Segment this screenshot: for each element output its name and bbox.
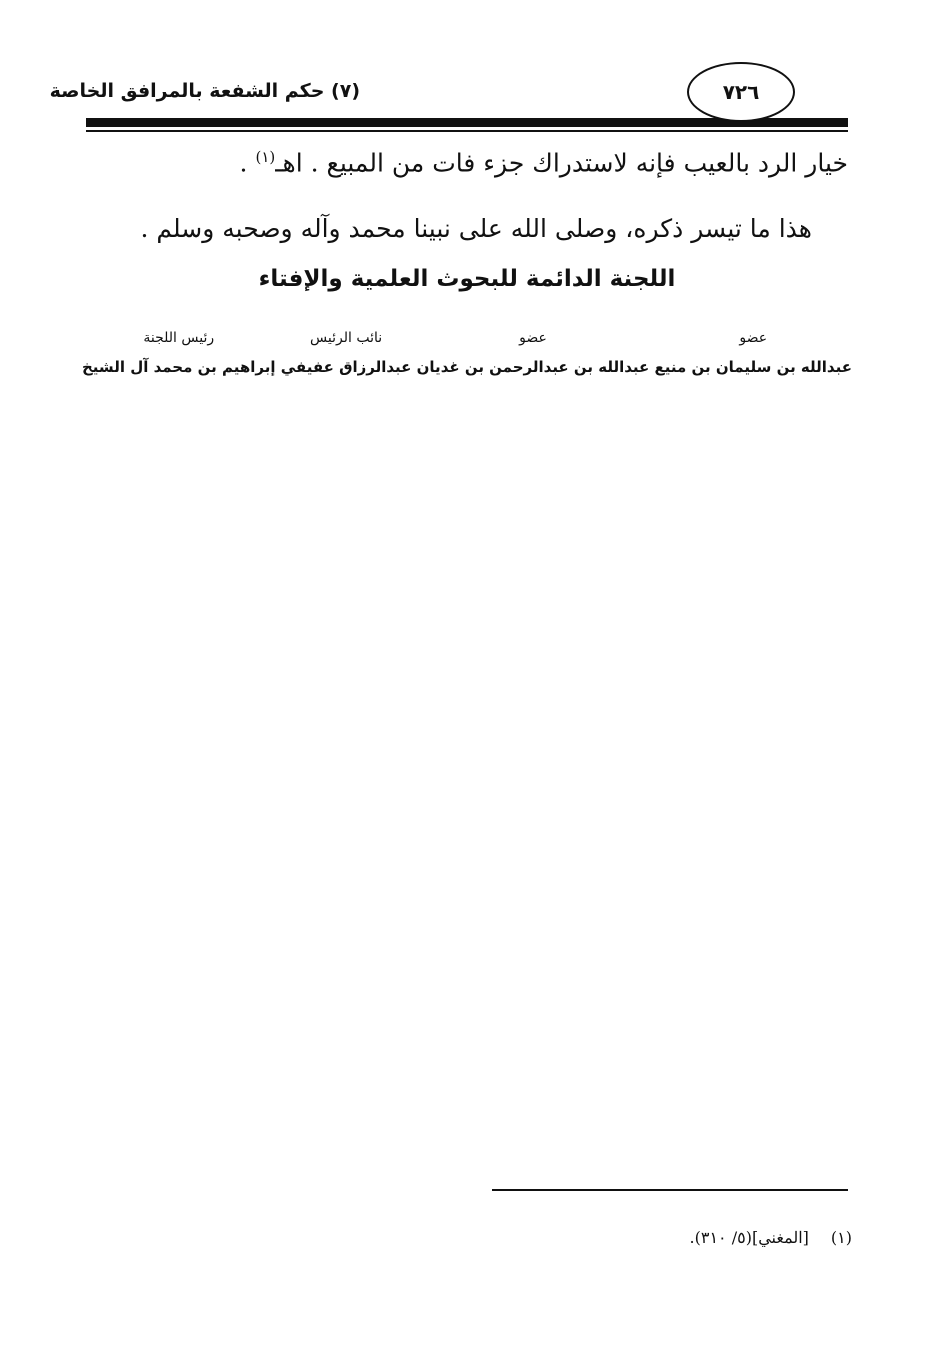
body-line-2: هذا ما تيسر ذكره، وصلى الله على نبينا محمد وآله وصحبه وسلم . bbox=[140, 214, 812, 243]
signatory-name: عبدالله بن عبدالرحمن بن غديان bbox=[416, 358, 650, 376]
body-line-1-end: . bbox=[239, 148, 248, 178]
footnote-text: [المغني](٥/ ٣١٠). bbox=[689, 1228, 809, 1247]
signatory-name: عبدالله بن سليمان بن منيع bbox=[654, 358, 852, 376]
signatory-name: إبراهيم بن محمد آل الشيخ bbox=[82, 358, 276, 376]
footnote-1 bbox=[690, 1228, 852, 1247]
footnote-number: (١) bbox=[830, 1228, 852, 1247]
signatures-block bbox=[82, 330, 852, 376]
signatory-vice-chair bbox=[281, 330, 412, 376]
page-number-oval bbox=[687, 62, 795, 122]
signatory-member-2 bbox=[417, 330, 650, 376]
page-number: ٧٢٦ bbox=[722, 80, 760, 104]
header-chapter-title: (٧) حكم الشفعة بالمرافق الخاصة bbox=[49, 80, 360, 102]
body-line-1 bbox=[240, 148, 848, 177]
committee-title: اللجنة الدائمة للبحوث العلمية والإفتاء bbox=[258, 266, 676, 292]
signatory-chair bbox=[82, 330, 276, 376]
signatory-role: عضو bbox=[739, 330, 768, 346]
signatory-role: رئيس اللجنة bbox=[143, 330, 215, 346]
signatory-role: نائب الرئيس bbox=[310, 330, 383, 346]
body-line-1-text: خيار الرد بالعيب فإنه لاستدراك جزء فات من المبيع . اهـ bbox=[275, 148, 848, 178]
footnote-separator bbox=[492, 1189, 848, 1191]
header-rule-thin bbox=[86, 130, 848, 132]
footnote-reference: (١) bbox=[255, 148, 276, 166]
signatory-member-1 bbox=[655, 330, 852, 376]
signatory-name: عبدالرزاق عفيفي bbox=[280, 358, 412, 376]
signatory-role: عضو bbox=[519, 330, 547, 346]
